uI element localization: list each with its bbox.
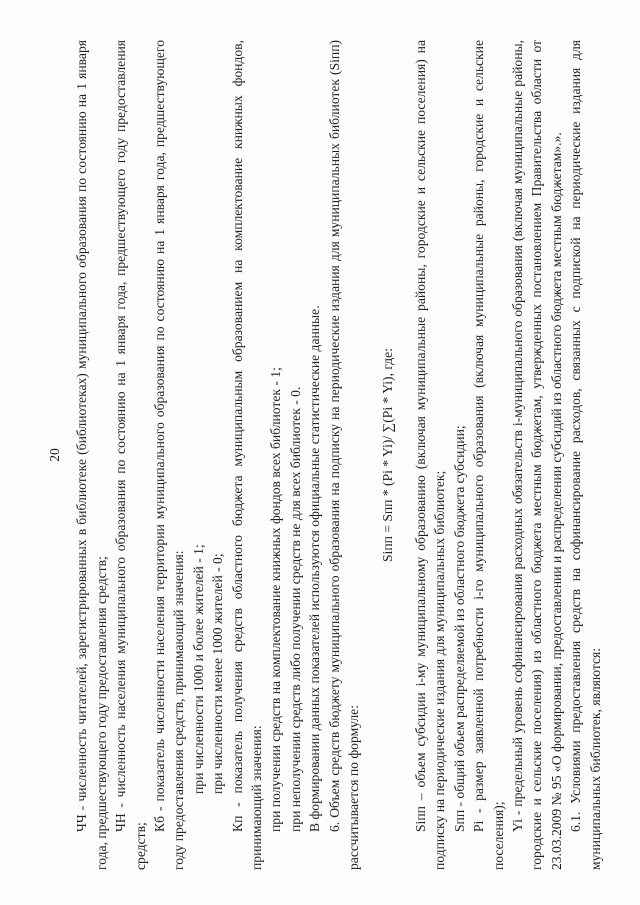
paragraph: при численности менее 1000 жителей - 0; <box>210 553 226 794</box>
page-number: 20 <box>47 448 62 462</box>
paragraph-group-1 <box>72 40 363 870</box>
rotated-text-block <box>45 40 605 870</box>
paragraph: Siпп – объем субсидии i-му муниципальному образованию (включая муниципальные районы, городские и сельские поселения) на подписку на периодические издания для муниципальных библиотек; <box>412 40 448 870</box>
paragraph: 6. Объем средств бюджету муниципального образования на подписку на периодические издания для муниципальных библиотек (Siпп) рассчитывается по формуле: <box>326 40 362 870</box>
paragraph: 6.1. Условиями предоставления средств на софинансирование расходов, связанных с подпиской на периодические издания для муниципальных библиотек, являются: <box>568 40 603 870</box>
paragraph: Кп - показатель получения средств областного бюджета муниципальным образованием на комплектование книжных фондов, принимающий значения: <box>229 40 265 870</box>
paragraph: при получении средств на комплектование книжных фондов всех библиотек - 1; <box>268 367 284 832</box>
paragraph: В формировании данных показателей используются официальные статистические данные. <box>307 305 323 832</box>
paragraph: ЧЧ - численность читателей, зарегистрированных в библиотеке (библиотеках) муниципального образования по состоянию на 1 января года, предшествующего году предоставления средств; <box>74 40 109 870</box>
paragraph: Pi - размер заявленной потребности i-го муниципального образования (включая муниципальные районы, городские и сельские поселения); <box>471 40 506 870</box>
paragraph: при неполучении средств либо получении средств не для всех библиотек - 0. <box>287 386 303 832</box>
paragraph-group-2 <box>411 40 605 870</box>
paragraph: ЧН - численность населения муниципального образования по состоянию на 1 января года, предшествующего году предоставления средств; <box>113 40 148 870</box>
paragraph: Sпп - общий объем распределяемой из областного бюджета субсидии; <box>451 425 467 832</box>
paragraph: Кб - показатель численности населения территории муниципального образования по состоянию на 1 января года, предшествующего году предоставления средств, принимающий значения: <box>152 40 187 870</box>
formula: Siпп = Sпп * (Pi * Yi)/ ∑(Pi * Yi), где: <box>379 348 395 562</box>
paragraph: Yi - предельный уровень софинансирования расходных обязательств i-муниципального образования (включая муниципальные районы, городские и сельские поселения) из областного бюджета местным бюджетам, утвержденных постановлением Правительства области от 23.03.2009 № 95 «О формировании, предоставлении и распределении субсидий из областного бюджета местным бюджетам».». <box>509 40 564 870</box>
paragraph: при численности 1000 и более жителей - 1; <box>190 544 206 794</box>
